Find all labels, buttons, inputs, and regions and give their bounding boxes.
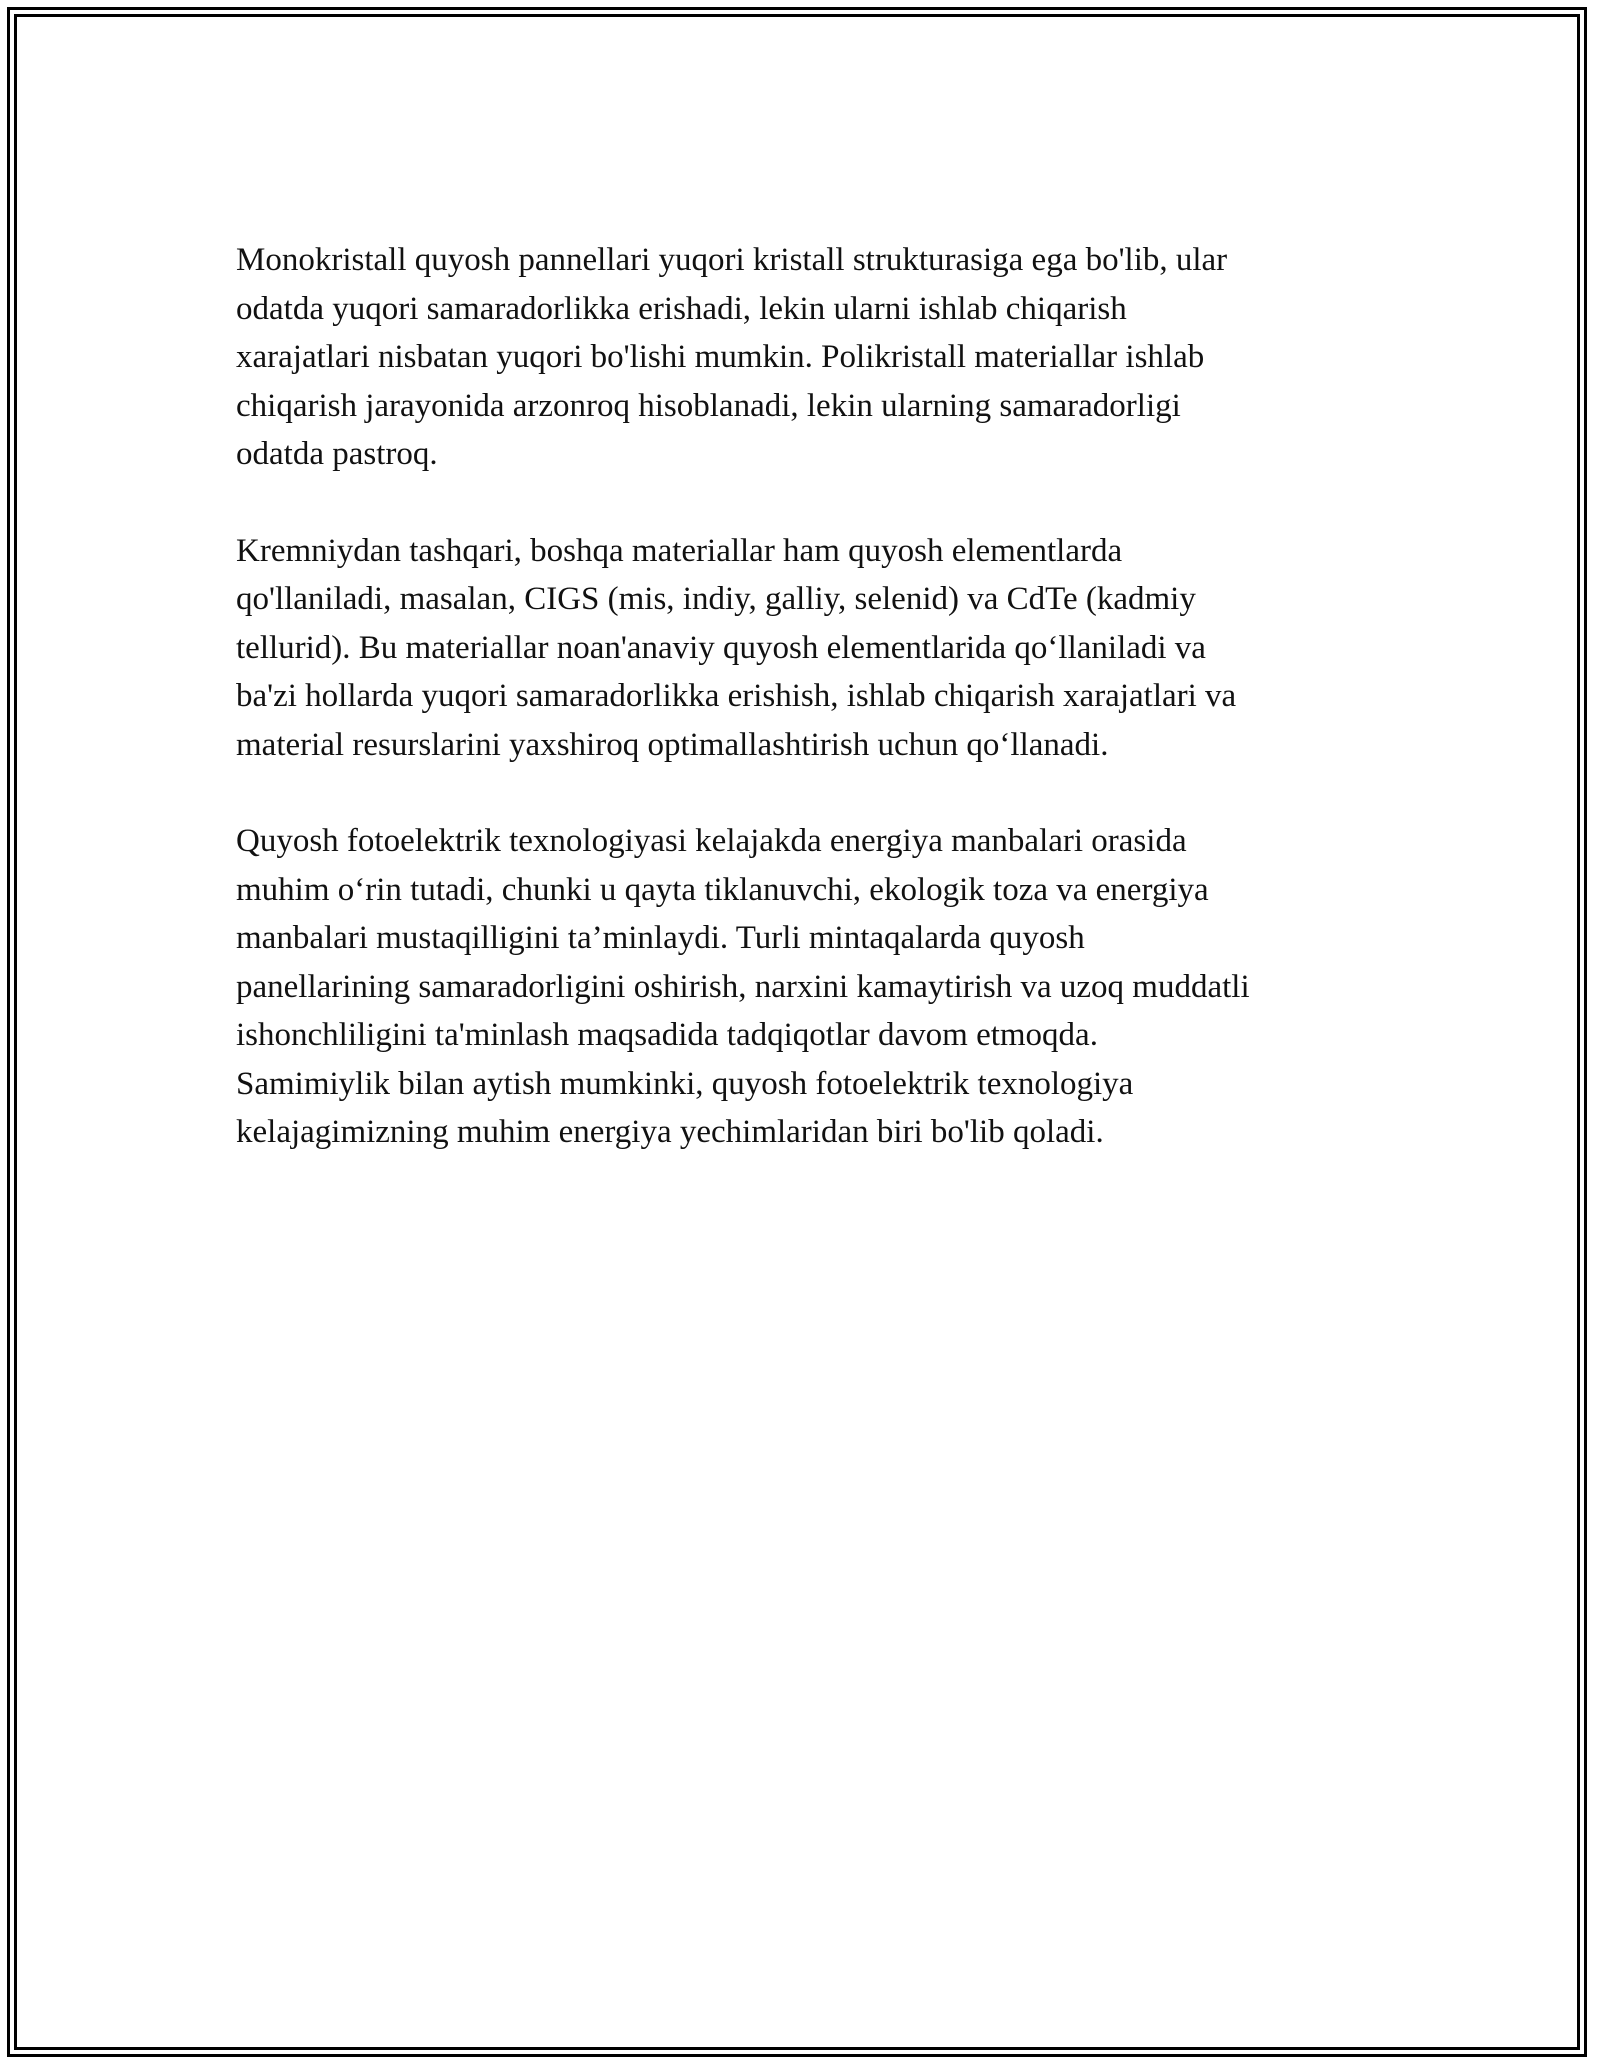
paragraph-monocrystalline: Monokristall quyosh pannellari yuqori kristall strukturasiga ega bo'lib, ular odatda yuqori samaradorlikka erishadi, lekin ularni ishlab chiqarish xarajatlari nisbatan yuqori bo'lishi mumkin. Polikristall materiallar ishlab chiqarish jarayonida arzonroq hisoblanadi, lekin ularning samaradorligi odatda pastroq.: [236, 242, 1228, 472]
paragraph-other-materials: Kremniydan tashqari, boshqa materiallar ham quyosh elementlarda qo'llaniladi, masalan, CIGS (mis, indiy, galliy, selenid) va CdTe (kadmiy tellurid). Bu materiallar noan'anaviy quyosh elementlarida qo‘llaniladi va ba'zi hollarda yuqori samaradorlikka erishish, ishlab chiqarish xarajatlari va material resurslarini yaxshiroq optimallashtirish uchun qo‘llanadi.: [236, 532, 1237, 763]
paragraph-future-outlook: Quyosh fotoelektrik texnologiyasi kelajakda energiya manbalari orasida muhim o‘rin tutadi, chunki u qayta tiklanuvchi, ekologik toza va energiya manbalari mustaqilligini ta’minlaydi. Turli mintaqalarda quyosh panellarining samaradorligini oshirish, narxini kamaytirish va uzoq muddatli ishonchliligini ta'minlash maqsadida tadqiqotlar davom etmoqda. Samimiylik bilan aytish mumkinki, quyosh fotoelektrik texnologiya kelajagimizning muhim energiya yechimlaridan biri bo'lib qoladi.: [236, 823, 1250, 1150]
document-body: [236, 236, 1366, 1205]
